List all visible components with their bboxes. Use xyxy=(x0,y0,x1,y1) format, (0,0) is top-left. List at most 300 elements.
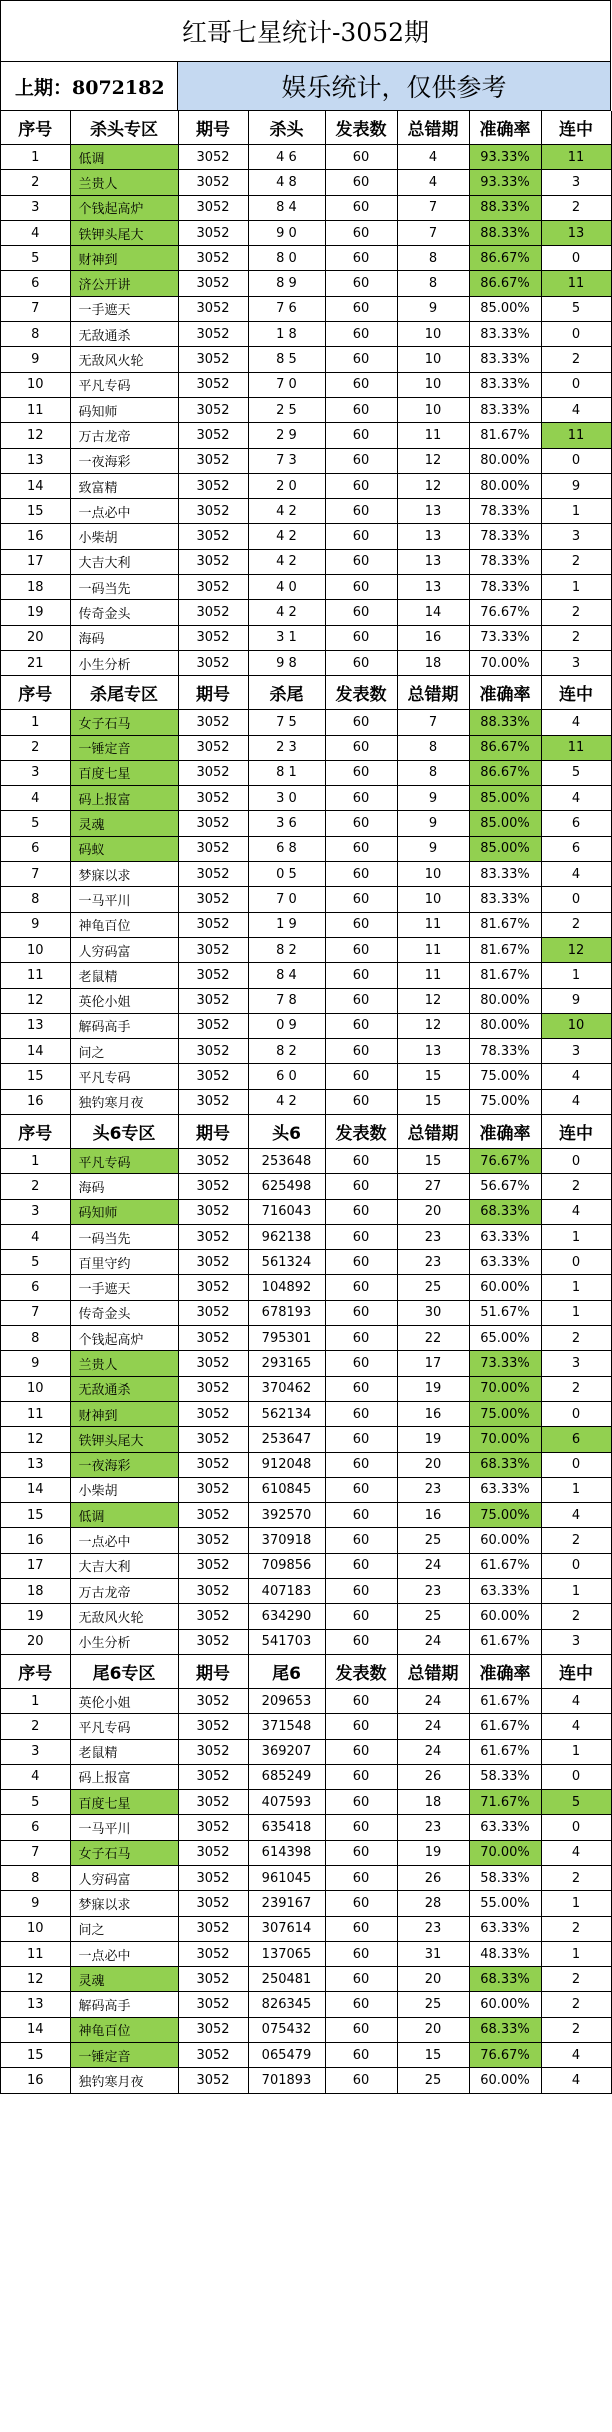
expert-name: 传奇金头 xyxy=(70,1300,178,1325)
published-count: 60 xyxy=(325,600,397,625)
win-streak: 0 xyxy=(541,448,611,473)
prediction-value: 370462 xyxy=(248,1376,325,1401)
error-count: 23 xyxy=(397,1815,469,1840)
period-number: 3052 xyxy=(178,1714,248,1739)
win-streak: 2 xyxy=(541,1174,611,1199)
published-count: 60 xyxy=(325,575,397,600)
header-errors: 总错期 xyxy=(397,1114,469,1148)
header-period: 期号 xyxy=(178,1114,248,1148)
published-count: 60 xyxy=(325,862,397,887)
header-streak: 连中 xyxy=(541,1654,611,1688)
row-number: 14 xyxy=(1,2017,70,2042)
prediction-value: 392570 xyxy=(248,1503,325,1528)
prediction-value: 8 4 xyxy=(248,963,325,988)
period-number: 3052 xyxy=(178,1604,248,1629)
period-number: 3052 xyxy=(178,1553,248,1578)
expert-name: 平凡专码 xyxy=(70,1064,178,1089)
row-number: 5 xyxy=(1,811,70,836)
expert-name: 灵魂 xyxy=(70,811,178,836)
expert-name: 海码 xyxy=(70,1174,178,1199)
error-count: 19 xyxy=(397,1376,469,1401)
error-count: 10 xyxy=(397,372,469,397)
win-streak: 13 xyxy=(541,220,611,245)
expert-name: 老鼠精 xyxy=(70,1739,178,1764)
period-number: 3052 xyxy=(178,170,248,195)
expert-name: 传奇金头 xyxy=(70,600,178,625)
published-count: 60 xyxy=(325,1916,397,1941)
table-row xyxy=(1,473,611,498)
header-period: 期号 xyxy=(178,111,248,145)
expert-name: 梦寐以求 xyxy=(70,1891,178,1916)
error-count: 8 xyxy=(397,735,469,760)
error-count: 25 xyxy=(397,1528,469,1553)
win-streak: 9 xyxy=(541,473,611,498)
error-count: 8 xyxy=(397,760,469,785)
table-row xyxy=(1,2017,611,2042)
row-number: 13 xyxy=(1,1013,70,1038)
error-count: 8 xyxy=(397,246,469,271)
win-streak: 3 xyxy=(541,650,611,675)
error-count: 24 xyxy=(397,1739,469,1764)
prediction-value: 1 9 xyxy=(248,912,325,937)
error-count: 16 xyxy=(397,625,469,650)
table-row xyxy=(1,600,611,625)
win-streak: 3 xyxy=(541,1351,611,1376)
error-count: 11 xyxy=(397,423,469,448)
prediction-value: 716043 xyxy=(248,1199,325,1224)
expert-name: 小生分析 xyxy=(70,1629,178,1654)
accuracy-rate: 61.67% xyxy=(469,1629,541,1654)
error-count: 16 xyxy=(397,1401,469,1426)
period-number: 3052 xyxy=(178,1840,248,1865)
accuracy-rate: 83.33% xyxy=(469,887,541,912)
row-number: 15 xyxy=(1,1064,70,1089)
expert-name: 低调 xyxy=(70,1503,178,1528)
published-count: 60 xyxy=(325,1300,397,1325)
prediction-value: 561324 xyxy=(248,1250,325,1275)
published-count: 60 xyxy=(325,1013,397,1038)
error-count: 24 xyxy=(397,1553,469,1578)
accuracy-rate: 86.67% xyxy=(469,246,541,271)
accuracy-rate: 63.33% xyxy=(469,1477,541,1502)
published-count: 60 xyxy=(325,1790,397,1815)
win-streak: 4 xyxy=(541,862,611,887)
expert-name: 女子石马 xyxy=(70,710,178,735)
expert-name: 济公开讲 xyxy=(70,271,178,296)
win-streak: 2 xyxy=(541,1992,611,2017)
published-count: 60 xyxy=(325,1941,397,1966)
prediction-value: 4 0 xyxy=(248,575,325,600)
error-count: 9 xyxy=(397,811,469,836)
table-row xyxy=(1,1579,611,1604)
error-count: 23 xyxy=(397,1579,469,1604)
published-count: 60 xyxy=(325,1739,397,1764)
expert-name: 万古龙帝 xyxy=(70,1579,178,1604)
published-count: 60 xyxy=(325,735,397,760)
accuracy-rate: 93.33% xyxy=(469,145,541,170)
error-count: 15 xyxy=(397,1148,469,1173)
prediction-value: 370918 xyxy=(248,1528,325,1553)
table-row xyxy=(1,1714,611,1739)
accuracy-rate: 80.00% xyxy=(469,448,541,473)
win-streak: 2 xyxy=(541,1967,611,1992)
period-number: 3052 xyxy=(178,195,248,220)
expert-name: 兰贵人 xyxy=(70,1351,178,1376)
published-count: 60 xyxy=(325,1064,397,1089)
period-number: 3052 xyxy=(178,1300,248,1325)
accuracy-rate: 58.33% xyxy=(469,1764,541,1789)
win-streak: 0 xyxy=(541,246,611,271)
period-number: 3052 xyxy=(178,220,248,245)
period-number: 3052 xyxy=(178,2043,248,2068)
accuracy-rate: 78.33% xyxy=(469,549,541,574)
accuracy-rate: 86.67% xyxy=(469,271,541,296)
published-count: 60 xyxy=(325,625,397,650)
prediction-value: 610845 xyxy=(248,1477,325,1502)
row-number: 8 xyxy=(1,1326,70,1351)
prediction-value: 625498 xyxy=(248,1174,325,1199)
error-count: 8 xyxy=(397,271,469,296)
expert-name: 平凡专码 xyxy=(70,1148,178,1173)
accuracy-rate: 88.33% xyxy=(469,710,541,735)
accuracy-rate: 78.33% xyxy=(469,1039,541,1064)
error-count: 11 xyxy=(397,963,469,988)
expert-name: 英伦小姐 xyxy=(70,988,178,1013)
published-count: 60 xyxy=(325,195,397,220)
published-count: 60 xyxy=(325,296,397,321)
win-streak: 9 xyxy=(541,988,611,1013)
period-number: 3052 xyxy=(178,524,248,549)
table-row xyxy=(1,246,611,271)
header-count: 发表数 xyxy=(325,676,397,710)
header-accuracy: 准确率 xyxy=(469,1114,541,1148)
error-count: 13 xyxy=(397,499,469,524)
prediction-value: 6 0 xyxy=(248,1064,325,1089)
published-count: 60 xyxy=(325,1503,397,1528)
error-count: 26 xyxy=(397,1866,469,1891)
table-row xyxy=(1,1376,611,1401)
prediction-value: 3 6 xyxy=(248,811,325,836)
header-value: 杀尾 xyxy=(248,676,325,710)
expert-name: 码知师 xyxy=(70,1199,178,1224)
error-count: 19 xyxy=(397,1840,469,1865)
prediction-value: 371548 xyxy=(248,1714,325,1739)
table-row xyxy=(1,1967,611,1992)
error-count: 20 xyxy=(397,1967,469,1992)
row-number: 11 xyxy=(1,963,70,988)
table-row xyxy=(1,524,611,549)
prediction-value: 2 9 xyxy=(248,423,325,448)
prediction-value: 7 3 xyxy=(248,448,325,473)
period-number: 3052 xyxy=(178,1866,248,1891)
accuracy-rate: 83.33% xyxy=(469,372,541,397)
published-count: 60 xyxy=(325,1275,397,1300)
error-count: 13 xyxy=(397,1039,469,1064)
win-streak: 11 xyxy=(541,423,611,448)
prediction-value: 7 8 xyxy=(248,988,325,1013)
table-row xyxy=(1,1891,611,1916)
error-count: 13 xyxy=(397,549,469,574)
prediction-value: 614398 xyxy=(248,1840,325,1865)
expert-name: 致富精 xyxy=(70,473,178,498)
period-number: 3052 xyxy=(178,710,248,735)
error-count: 22 xyxy=(397,1326,469,1351)
published-count: 60 xyxy=(325,1477,397,1502)
prediction-value: 4 2 xyxy=(248,524,325,549)
published-count: 60 xyxy=(325,1351,397,1376)
expert-name: 一夜海彩 xyxy=(70,1452,178,1477)
row-number: 8 xyxy=(1,322,70,347)
win-streak: 2 xyxy=(541,2017,611,2042)
row-number: 10 xyxy=(1,937,70,962)
period-number: 3052 xyxy=(178,937,248,962)
prediction-value: 104892 xyxy=(248,1275,325,1300)
error-count: 10 xyxy=(397,397,469,422)
win-streak: 2 xyxy=(541,549,611,574)
win-streak: 12 xyxy=(541,937,611,962)
expert-name: 小生分析 xyxy=(70,650,178,675)
accuracy-rate: 81.67% xyxy=(469,937,541,962)
accuracy-rate: 68.33% xyxy=(469,1452,541,1477)
accuracy-rate: 60.00% xyxy=(469,1275,541,1300)
header-zone: 尾6专区 xyxy=(70,1654,178,1688)
prediction-value: 541703 xyxy=(248,1629,325,1654)
win-streak: 0 xyxy=(541,1250,611,1275)
error-count: 7 xyxy=(397,220,469,245)
win-streak: 4 xyxy=(541,397,611,422)
win-streak: 6 xyxy=(541,811,611,836)
expert-name: 一手遮天 xyxy=(70,1275,178,1300)
prediction-value: 6 8 xyxy=(248,836,325,861)
table-row xyxy=(1,1528,611,1553)
published-count: 60 xyxy=(325,1967,397,1992)
accuracy-rate: 61.67% xyxy=(469,1688,541,1713)
prediction-value: 8 2 xyxy=(248,1039,325,1064)
error-count: 12 xyxy=(397,448,469,473)
win-streak: 2 xyxy=(541,600,611,625)
error-count: 18 xyxy=(397,1790,469,1815)
win-streak: 0 xyxy=(541,1815,611,1840)
period-number: 3052 xyxy=(178,1503,248,1528)
period-number: 3052 xyxy=(178,1688,248,1713)
prediction-value: 4 2 xyxy=(248,549,325,574)
prediction-value: 4 2 xyxy=(248,600,325,625)
published-count: 60 xyxy=(325,650,397,675)
expert-name: 百里守约 xyxy=(70,1250,178,1275)
period-number: 3052 xyxy=(178,1401,248,1426)
published-count: 60 xyxy=(325,1224,397,1249)
row-number: 17 xyxy=(1,1553,70,1578)
expert-name: 码上报富 xyxy=(70,1764,178,1789)
period-number: 3052 xyxy=(178,1064,248,1089)
header-zone: 杀尾专区 xyxy=(70,676,178,710)
row-number: 13 xyxy=(1,448,70,473)
win-streak: 3 xyxy=(541,1629,611,1654)
accuracy-rate: 75.00% xyxy=(469,1503,541,1528)
prediction-value: 3 1 xyxy=(248,625,325,650)
table-row xyxy=(1,372,611,397)
period-number: 3052 xyxy=(178,912,248,937)
prediction-value: 961045 xyxy=(248,1866,325,1891)
row-number: 5 xyxy=(1,1250,70,1275)
prediction-value: 826345 xyxy=(248,1992,325,2017)
row-number: 12 xyxy=(1,423,70,448)
error-count: 24 xyxy=(397,1714,469,1739)
published-count: 60 xyxy=(325,1148,397,1173)
error-count: 15 xyxy=(397,2043,469,2068)
period-number: 3052 xyxy=(178,1376,248,1401)
prediction-value: 2 3 xyxy=(248,735,325,760)
win-streak: 1 xyxy=(541,575,611,600)
expert-name: 人穷码富 xyxy=(70,1866,178,1891)
table-row xyxy=(1,735,611,760)
table-row xyxy=(1,296,611,321)
prediction-value: 562134 xyxy=(248,1401,325,1426)
period-number: 3052 xyxy=(178,347,248,372)
period-number: 3052 xyxy=(178,1250,248,1275)
header-number: 序号 xyxy=(1,1654,70,1688)
period-number: 3052 xyxy=(178,271,248,296)
win-streak: 2 xyxy=(541,195,611,220)
header-count: 发表数 xyxy=(325,1114,397,1148)
win-streak: 4 xyxy=(541,1064,611,1089)
prediction-value: 9 8 xyxy=(248,650,325,675)
table-row xyxy=(1,1629,611,1654)
expert-name: 独钓寒月夜 xyxy=(70,1089,178,1114)
error-count: 23 xyxy=(397,1250,469,1275)
error-count: 18 xyxy=(397,650,469,675)
table-row xyxy=(1,1199,611,1224)
table-row xyxy=(1,448,611,473)
accuracy-rate: 61.67% xyxy=(469,1714,541,1739)
header-accuracy: 准确率 xyxy=(469,1654,541,1688)
published-count: 60 xyxy=(325,836,397,861)
accuracy-rate: 83.33% xyxy=(469,862,541,887)
table-row xyxy=(1,170,611,195)
win-streak: 2 xyxy=(541,347,611,372)
expert-name: 万古龙帝 xyxy=(70,423,178,448)
published-count: 60 xyxy=(325,549,397,574)
table-row xyxy=(1,423,611,448)
row-number: 16 xyxy=(1,524,70,549)
row-number: 4 xyxy=(1,1764,70,1789)
prediction-value: 407183 xyxy=(248,1579,325,1604)
expert-name: 一点必中 xyxy=(70,499,178,524)
prediction-value: 065479 xyxy=(248,2043,325,2068)
section-header-row xyxy=(1,1654,611,1688)
accuracy-rate: 70.00% xyxy=(469,1427,541,1452)
win-streak: 6 xyxy=(541,836,611,861)
expert-name: 一点必中 xyxy=(70,1941,178,1966)
expert-name: 解码高手 xyxy=(70,1992,178,2017)
prediction-value: 912048 xyxy=(248,1452,325,1477)
published-count: 60 xyxy=(325,372,397,397)
win-streak: 4 xyxy=(541,2043,611,2068)
prediction-value: 962138 xyxy=(248,1224,325,1249)
accuracy-rate: 88.33% xyxy=(469,195,541,220)
header-number: 序号 xyxy=(1,1114,70,1148)
table-row xyxy=(1,887,611,912)
accuracy-rate: 65.00% xyxy=(469,1326,541,1351)
table-row xyxy=(1,2043,611,2068)
error-count: 20 xyxy=(397,1199,469,1224)
error-count: 23 xyxy=(397,1916,469,1941)
accuracy-rate: 55.00% xyxy=(469,1891,541,1916)
accuracy-rate: 75.00% xyxy=(469,1401,541,1426)
error-count: 7 xyxy=(397,195,469,220)
win-streak: 1 xyxy=(541,1477,611,1502)
error-count: 7 xyxy=(397,710,469,735)
accuracy-rate: 83.33% xyxy=(469,347,541,372)
last-draw: 上期：8072182 xyxy=(1,62,178,110)
published-count: 60 xyxy=(325,1174,397,1199)
row-number: 7 xyxy=(1,1840,70,1865)
table-row xyxy=(1,1815,611,1840)
prediction-value: 8 9 xyxy=(248,271,325,296)
win-streak: 2 xyxy=(541,912,611,937)
error-count: 11 xyxy=(397,937,469,962)
published-count: 60 xyxy=(325,397,397,422)
published-count: 60 xyxy=(325,1452,397,1477)
row-number: 12 xyxy=(1,1427,70,1452)
accuracy-rate: 85.00% xyxy=(469,836,541,861)
error-count: 28 xyxy=(397,1891,469,1916)
row-number: 4 xyxy=(1,1224,70,1249)
error-count: 15 xyxy=(397,1089,469,1114)
error-count: 4 xyxy=(397,170,469,195)
row-number: 8 xyxy=(1,887,70,912)
published-count: 60 xyxy=(325,145,397,170)
period-number: 3052 xyxy=(178,499,248,524)
period-number: 3052 xyxy=(178,988,248,1013)
table-row xyxy=(1,1300,611,1325)
row-number: 15 xyxy=(1,2043,70,2068)
error-count: 30 xyxy=(397,1300,469,1325)
accuracy-rate: 83.33% xyxy=(469,322,541,347)
table-row xyxy=(1,1427,611,1452)
table-row xyxy=(1,1866,611,1891)
published-count: 60 xyxy=(325,988,397,1013)
table-row xyxy=(1,347,611,372)
published-count: 60 xyxy=(325,246,397,271)
row-number: 7 xyxy=(1,862,70,887)
row-number: 1 xyxy=(1,710,70,735)
table-row xyxy=(1,499,611,524)
table-row xyxy=(1,195,611,220)
accuracy-rate: 81.67% xyxy=(469,912,541,937)
error-count: 17 xyxy=(397,1351,469,1376)
header-value: 尾6 xyxy=(248,1654,325,1688)
accuracy-rate: 68.33% xyxy=(469,2017,541,2042)
expert-name: 无敌通杀 xyxy=(70,1376,178,1401)
accuracy-rate: 70.00% xyxy=(469,1376,541,1401)
published-count: 60 xyxy=(325,1528,397,1553)
win-streak: 4 xyxy=(541,710,611,735)
info-bar xyxy=(1,62,611,111)
error-count: 23 xyxy=(397,1477,469,1502)
prediction-value: 369207 xyxy=(248,1739,325,1764)
period-number: 3052 xyxy=(178,862,248,887)
win-streak: 0 xyxy=(541,1401,611,1426)
expert-name: 解码高手 xyxy=(70,1013,178,1038)
accuracy-rate: 78.33% xyxy=(469,524,541,549)
table-row xyxy=(1,1452,611,1477)
period-number: 3052 xyxy=(178,1174,248,1199)
header-number: 序号 xyxy=(1,111,70,145)
accuracy-rate: 73.33% xyxy=(469,625,541,650)
section-header-row xyxy=(1,111,611,145)
accuracy-rate: 86.67% xyxy=(469,735,541,760)
